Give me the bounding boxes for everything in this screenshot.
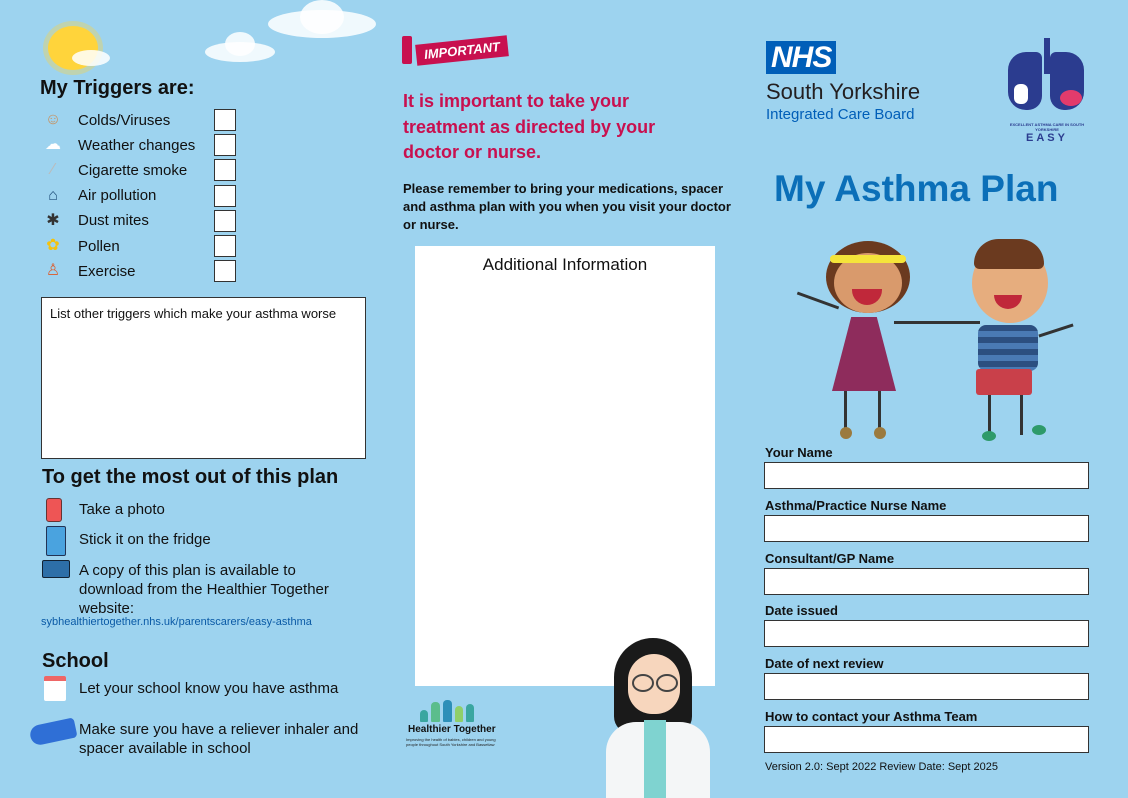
- cloud-icon: [300, 0, 344, 34]
- cloud-icon: [225, 32, 255, 56]
- sick-child-icon: ☺: [44, 111, 62, 128]
- additional-info-box[interactable]: [415, 246, 715, 686]
- triggers-title: My Triggers are:: [40, 77, 195, 99]
- org-sub: Integrated Care Board: [766, 106, 915, 123]
- reminder-text: Please remember to bring your medications, spacer and asthma plan with you when you visit your doctor or nurse.: [403, 181, 731, 232]
- org-name: South Yorkshire: [766, 79, 921, 104]
- trigger-label: Dust mites: [78, 212, 149, 230]
- trigger-row: [40, 209, 236, 233]
- healthier-together-tagline: Improving the health of babies, children and young people throughout South Yorkshire and Bassetlaw: [406, 737, 496, 747]
- form-field-label: Date issued: [765, 603, 838, 619]
- easy-logo: [1004, 36, 1090, 146]
- trigger-checkbox[interactable]: [214, 134, 236, 156]
- important-icon: [402, 36, 412, 64]
- trigger-row: [40, 259, 236, 283]
- doctor-illustration: [596, 638, 720, 798]
- plan-title: My Asthma Plan: [774, 168, 1059, 209]
- form-field-input[interactable]: [764, 515, 1089, 542]
- other-triggers-box[interactable]: [41, 297, 366, 459]
- trigger-checkbox[interactable]: [214, 260, 236, 282]
- healthier-together-title: Healthier Together: [408, 724, 496, 735]
- form-field-input[interactable]: [764, 462, 1089, 489]
- important-badge: [415, 35, 509, 66]
- form-field-label: Consultant/GP Name: [765, 550, 895, 566]
- important-badge-label: IMPORTANT: [423, 39, 501, 62]
- plan-tip-fridge: Stick it on the fridge: [79, 531, 211, 548]
- flower-icon: ✿: [46, 237, 60, 254]
- form-field-input[interactable]: [764, 673, 1089, 700]
- healthier-together-logo: [404, 696, 500, 756]
- trigger-row: [40, 184, 236, 208]
- trigger-label: Colds/Viruses: [78, 111, 171, 129]
- easy-logo-caption: EXCELLENT ASTHMA CARE IN SOUTH YORKSHIRE: [1009, 122, 1085, 132]
- trigger-row: [40, 108, 236, 132]
- factory-icon: ⌂: [48, 186, 58, 204]
- trigger-checkbox[interactable]: [214, 235, 236, 257]
- laptop-icon: [42, 560, 70, 578]
- inhaler-spacer-icon: [28, 717, 77, 746]
- trigger-checkbox[interactable]: [214, 185, 236, 207]
- website-link[interactable]: sybhealthiertogether.nhs.uk/parentscarers/easy-asthma: [41, 616, 312, 628]
- school-tip-tell: Let your school know you have asthma: [79, 680, 339, 697]
- additional-info-title: Additional Information: [482, 255, 648, 274]
- family-icon: [420, 698, 478, 722]
- version-text: Version 2.0: Sept 2022 Review Date: Sept 2025: [765, 761, 998, 773]
- form-field-input[interactable]: [764, 620, 1089, 647]
- nhs-logo-text: NHS: [771, 41, 832, 74]
- trigger-checkbox[interactable]: [214, 159, 236, 181]
- school-title: School: [42, 650, 109, 672]
- cigarette-icon: ⁄: [51, 161, 55, 179]
- form-field-label: How to contact your Asthma Team: [765, 709, 978, 724]
- form-field-label: Asthma/Practice Nurse Name: [765, 497, 947, 513]
- other-triggers-prompt: List other triggers which make your asthma worse: [50, 306, 337, 321]
- trigger-label: Pollen: [78, 237, 120, 255]
- form-field-label: Your Name: [765, 445, 833, 460]
- easy-logo-text: EASY: [1026, 132, 1068, 144]
- calendar-icon: [44, 676, 66, 701]
- phone-icon: [46, 498, 62, 522]
- running-child-icon: ♙: [45, 262, 61, 280]
- trigger-checkbox[interactable]: [214, 109, 236, 131]
- trigger-label: Air pollution: [78, 187, 157, 205]
- important-text: It is important to take your treatment as directed by your doctor or nurse.: [403, 91, 656, 162]
- fridge-icon: [46, 526, 66, 556]
- plan-tip-photo: Take a photo: [79, 501, 165, 518]
- form-field-input[interactable]: [764, 568, 1089, 595]
- plan-tips-title: To get the most out of this plan: [42, 466, 339, 488]
- cloud-icon: [72, 50, 110, 66]
- plan-tip-download: A copy of this plan is available to download from the Healthier Together website:: [79, 562, 329, 617]
- trigger-label: Weather changes: [78, 136, 196, 154]
- trigger-label: Cigarette smoke: [78, 161, 188, 179]
- children-illustration: [796, 233, 1082, 447]
- trigger-label: Exercise: [78, 262, 136, 280]
- form-field-label: Date of next review: [765, 656, 884, 672]
- form-field-input[interactable]: [764, 726, 1089, 753]
- trigger-checkbox[interactable]: [214, 210, 236, 232]
- school-tip-inhaler: Make sure you have a reliever inhaler and spacer available in school: [79, 721, 359, 757]
- weather-cloud-icon: ☁: [45, 136, 61, 154]
- bug-icon: ✱: [46, 211, 60, 229]
- trigger-row: [40, 234, 236, 258]
- nhs-logo: [766, 41, 836, 74]
- trigger-row: [40, 133, 236, 157]
- trigger-row: [40, 158, 236, 182]
